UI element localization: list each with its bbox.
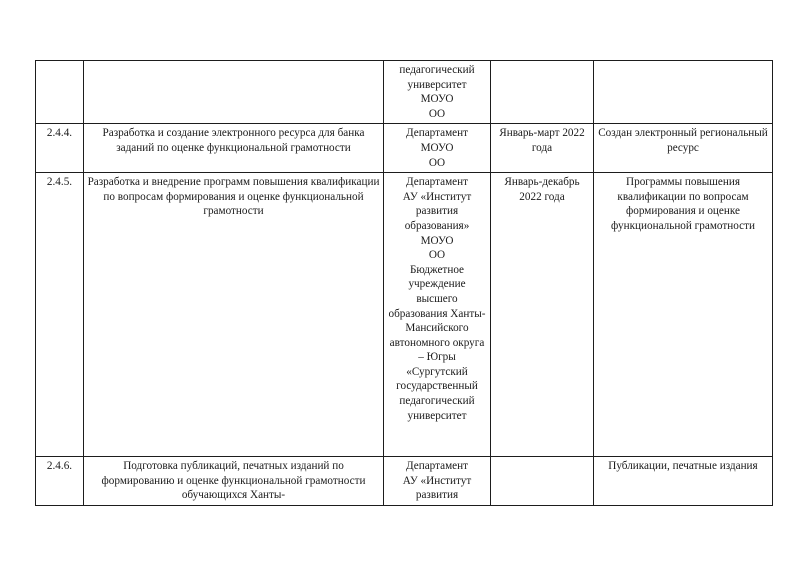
cell-executor-text: Департамент АУ «Институт развития образования» МОУО ОО Бюджетное учреждение высшего образования Ханты-Мансийского автономного округа – Югры «Сургутский государственный педагогический университет xyxy=(388,176,486,422)
table-row xyxy=(36,124,773,173)
cell-dates xyxy=(491,124,594,173)
cell-result xyxy=(594,124,773,173)
cell-executor-text: Департамент АУ «Институт развития xyxy=(402,460,472,502)
cell-executor-text: педагогический университет МОУО ОО xyxy=(399,64,475,120)
cell-number xyxy=(36,173,84,457)
cell-task xyxy=(84,457,384,506)
cell-result-text: Создан электронный региональный ресурс xyxy=(598,127,768,154)
cell-executor-text: Департамент МОУО ОО xyxy=(405,127,469,169)
table-row xyxy=(36,457,773,506)
table-row xyxy=(36,173,773,457)
cell-executor xyxy=(384,173,491,457)
cell-number xyxy=(36,457,84,506)
cell-number-text: 2.4.5. xyxy=(46,176,73,189)
cell-executor xyxy=(384,61,491,124)
cell-result xyxy=(594,61,773,124)
cell-task xyxy=(84,173,384,457)
table-body xyxy=(36,61,773,506)
cell-number-text: 2.4.6. xyxy=(46,460,73,473)
cell-dates-text: Январь-декабрь 2022 года xyxy=(504,176,580,203)
cell-task xyxy=(84,61,384,124)
cell-task-text: Подготовка публикаций, печатных изданий по формированию и оценке функциональной грамотности обучающихся Ханты- xyxy=(101,460,366,502)
cell-dates xyxy=(491,61,594,124)
activity-plan-table xyxy=(35,60,773,506)
cell-task xyxy=(84,124,384,173)
cell-executor xyxy=(384,457,491,506)
cell-result-text: Публикации, печатные издания xyxy=(608,460,758,473)
cell-dates xyxy=(491,457,594,506)
cell-dates xyxy=(491,173,594,457)
cell-result xyxy=(594,457,773,506)
cell-task-text: Разработка и внедрение программ повышения квалификации по вопросам формирования и оценке функциональной грамотности xyxy=(87,176,380,218)
table-row xyxy=(36,61,773,124)
cell-task-text: Разработка и создание электронного ресурса для банка заданий по оценке функциональной грамотности xyxy=(102,127,365,154)
cell-result-text: Программы повышения квалификации по вопросам формирования и оценке функциональной грамотности xyxy=(611,176,755,232)
cell-dates-text: Январь-март 2022 года xyxy=(499,127,585,154)
cell-result xyxy=(594,173,773,457)
cell-number xyxy=(36,124,84,173)
cell-number-text: 2.4.4. xyxy=(46,127,73,140)
cell-executor xyxy=(384,124,491,173)
cell-number xyxy=(36,61,84,124)
